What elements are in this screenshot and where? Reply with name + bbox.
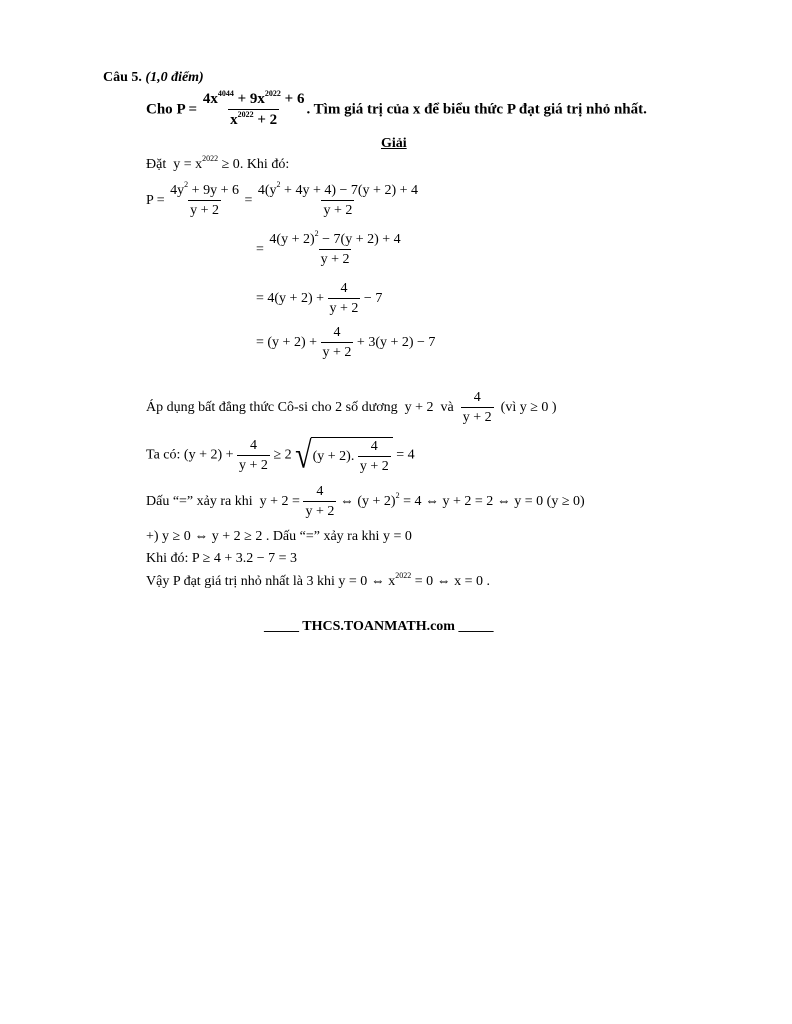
step-4: = (y + 2) + $\frac{4}{y + 2}$ + 3(y + 2) − 7 xyxy=(256,325,436,360)
problem-task: . Tìm giá trị của x để biểu thức P đạt giá trị nhỏ nhất. xyxy=(306,101,647,118)
ta-co-fraction: $\frac{4}{y + 2}$ xyxy=(239,437,268,473)
problem-statement xyxy=(146,89,647,128)
step-2: = $\frac{4(y + 2)^2 - 7(y + 2) + 4}{y + 2}$ xyxy=(256,229,401,267)
apply-fraction: $\frac{4}{y + 2}$ xyxy=(462,390,492,425)
solution-heading: Giải xyxy=(381,136,407,151)
then-line: Khi đó: P ≥ 4 + 3.2 − 7 = 3 xyxy=(146,551,298,566)
footer-brand: _____ THCS.TOANMATH.com _____ xyxy=(264,619,494,634)
substitution-expr: $y = x^{2022} \ge 0$ xyxy=(173,154,240,172)
step-1-fraction-a: $\frac{4y^2 + 9y + 6}{y + 2}$ xyxy=(170,180,239,218)
equality-line: Dấu “=” xảy ra khi y + 2 = $\frac{4}{y + 2}$ ⇔ $(y + 2)^2 = 4$ ⇔ y + 2 = 2 ⇔ y = 0 (y ≥ 0) xyxy=(146,484,585,519)
step-4-fraction: $\frac{4}{y + 2}$ xyxy=(322,325,352,360)
p-numerator: $4x^{4044} + 9x^{2022} + 6$ xyxy=(202,89,305,107)
problem-intro: Cho xyxy=(146,101,173,118)
step-3: = 4(y + 2) + $\frac{4}{y + 2}$ − 7 xyxy=(256,281,383,316)
square-root: √ (y + 2). $\frac{4}{y + 2}$ xyxy=(295,437,393,474)
p-fraction xyxy=(201,89,307,128)
plus-line: +) y ≥ 0 ⇔ y + 2 ≥ 2 . Dấu “=” xảy ra khi y = 0 xyxy=(146,529,412,544)
question-number: Câu 5. (1,0 điểm) xyxy=(103,70,204,85)
p-denominator: $x^{2022} + 2$ xyxy=(230,110,278,128)
question-points: (1,0 điểm) xyxy=(145,70,204,85)
step-1-fraction-b: $\frac{4(y^2 + 4y + 4) - 7(y + 2) + 4}{y + 2}$ xyxy=(257,180,419,218)
p-lhs: P = xyxy=(176,101,198,118)
equality-fraction: $\frac{4}{y + 2}$ xyxy=(305,484,335,519)
step-2-fraction: $\frac{4(y + 2)^2 - 7(y + 2) + 4}{y + 2}$ xyxy=(269,229,401,267)
ta-co-line: Ta có: (y + 2) + $\frac{4}{y + 2}$ ≥ 2 √ (y + 2). $\frac{4}{y + 2}$ = 4 xyxy=(146,434,415,476)
apply-amgm: Áp dụng bất đẳng thức Cô-si cho 2 số dương y + 2 và $\frac{4}{y + 2}$ (vì y ≥ 0 ) xyxy=(146,390,557,425)
step-3-fraction: $\frac{4}{y + 2}$ xyxy=(329,281,359,316)
conclusion-line: Vậy P đạt giá trị nhỏ nhất là 3 khi y = 0 ⇔ $x^{2022} = 0$ ⇔ x = 0 . xyxy=(146,571,491,589)
step-1: P = $\frac{4y^2 + 9y + 6}{y + 2}$ = $\frac{4(y^2 + 4y + 4) - 7(y + 2) + 4}{y + 2}$ xyxy=(146,180,419,218)
substitution-line: Đặt $y = x^{2022} \ge 0$. Khi đó: xyxy=(146,154,290,172)
